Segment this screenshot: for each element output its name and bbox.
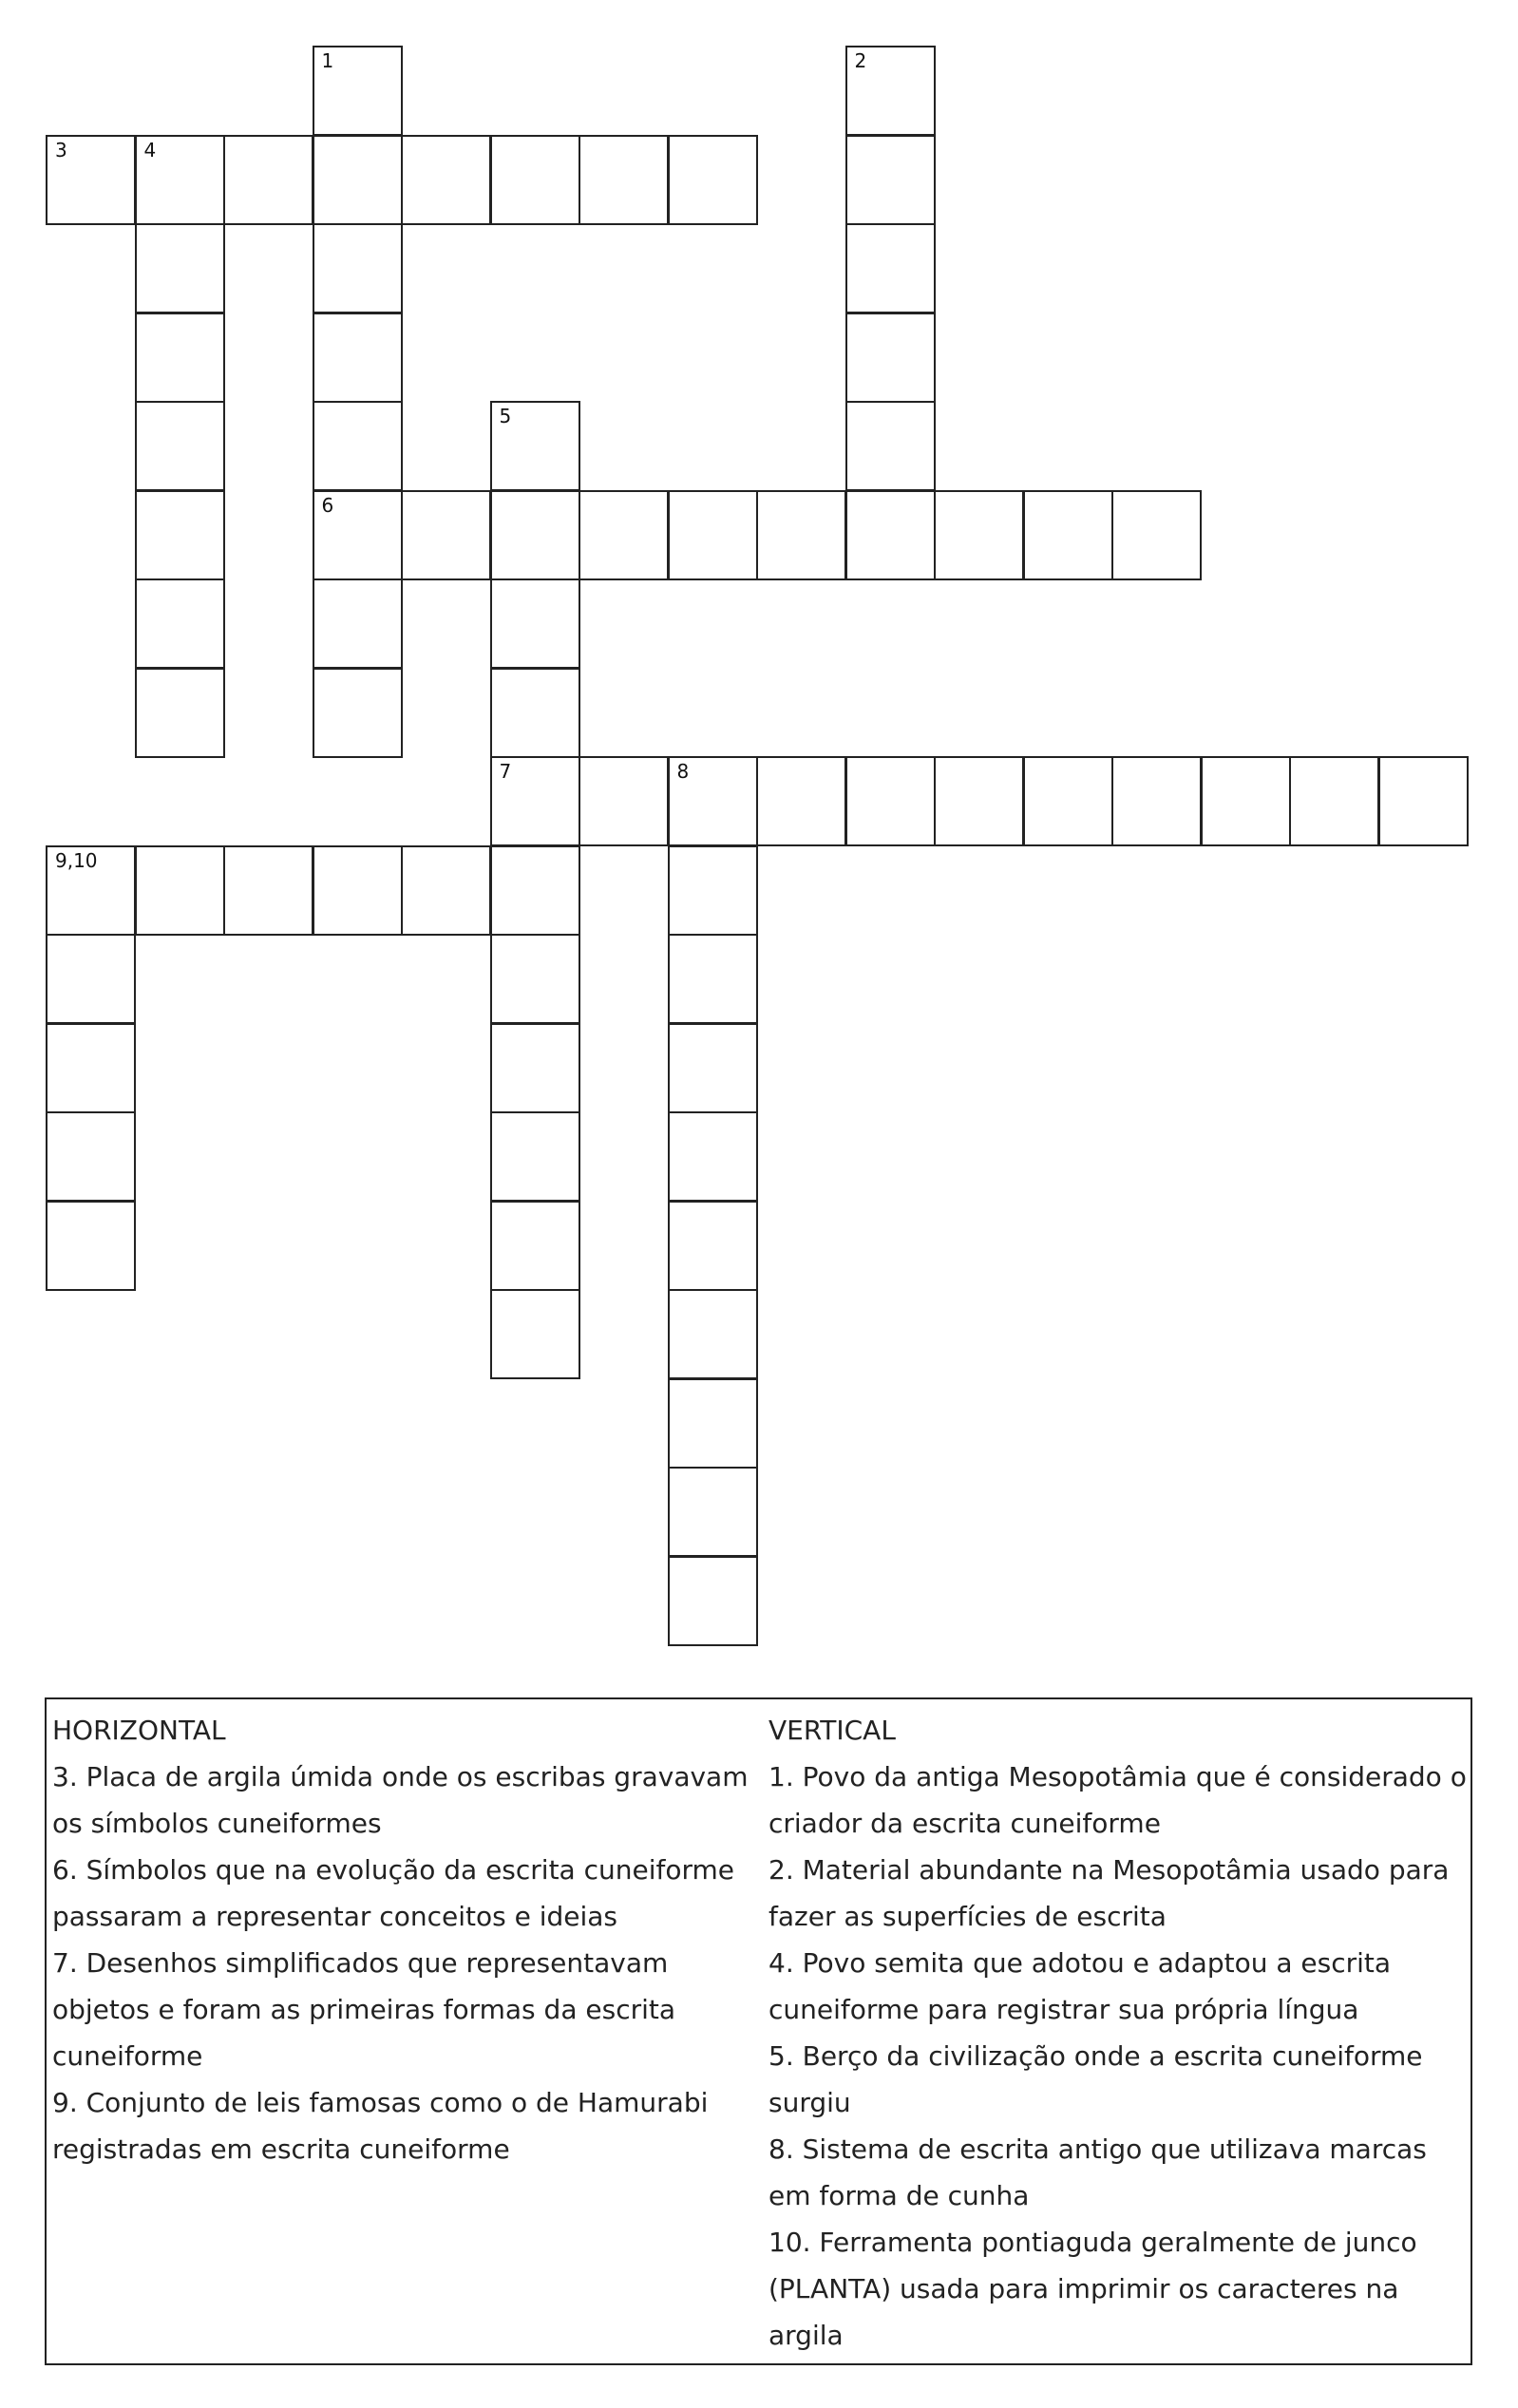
grid-cell[interactable] <box>46 1023 136 1113</box>
grid-cell[interactable] <box>668 1289 758 1379</box>
grid-cell[interactable] <box>313 490 403 580</box>
clue-horizontal: 7. Desenhos simplificados que representavam objetos e foram as primeiras formas da escrita cuneiforme <box>52 1947 676 2072</box>
clue-number: 6 <box>321 493 334 517</box>
grid-cell[interactable] <box>135 578 225 669</box>
grid-cell[interactable] <box>490 578 580 669</box>
grid-cell[interactable] <box>1378 756 1469 846</box>
grid-cell[interactable] <box>668 756 758 846</box>
grid-cell[interactable] <box>668 490 758 580</box>
grid-cell[interactable] <box>135 668 225 758</box>
grid-cell[interactable] <box>845 490 936 580</box>
clue-vertical: 8. Sistema de escrita antigo que utilizava marcas em forma de cunha <box>768 2133 1427 2211</box>
grid-cell[interactable] <box>313 135 403 225</box>
grid-cell[interactable] <box>135 490 225 580</box>
clues-box <box>45 1697 1472 2365</box>
grid-cell[interactable] <box>135 401 225 491</box>
grid-cell[interactable] <box>668 1467 758 1557</box>
grid-cell[interactable] <box>490 845 580 936</box>
grid-cell[interactable] <box>223 135 313 225</box>
grid-cell[interactable] <box>135 223 225 313</box>
grid-cell[interactable] <box>845 756 936 846</box>
clue-horizontal: 3. Placa de argila úmida onde os escribas gravavam os símbolos cuneiformes <box>52 1761 749 1839</box>
grid-cell[interactable] <box>1201 756 1291 846</box>
grid-cell[interactable] <box>401 490 491 580</box>
clue-vertical: 5. Berço da civilização onde a escrita cuneiforme surgiu <box>768 2040 1423 2118</box>
clue-number: 3 <box>55 138 67 161</box>
grid-cell[interactable] <box>490 1111 580 1202</box>
grid-cell[interactable] <box>313 578 403 669</box>
clue-number: 9,10 <box>55 848 98 872</box>
grid-cell[interactable] <box>46 845 136 936</box>
clue-horizontal: 6. Símbolos que na evolução da escrita cuneiforme passaram a representar conceitos e ideias <box>52 1854 735 1932</box>
grid-cell[interactable] <box>845 401 936 491</box>
clue-vertical: 2. Material abundante na Mesopotâmia usado para fazer as superfícies de escrita <box>768 1854 1450 1932</box>
grid-cell[interactable] <box>46 934 136 1024</box>
grid-cell[interactable] <box>490 135 580 225</box>
grid-cell[interactable] <box>668 934 758 1024</box>
grid-cell[interactable] <box>490 401 580 491</box>
horizontal-heading: HORIZONTAL <box>52 1715 226 1746</box>
clue-number: 1 <box>321 49 334 72</box>
grid-cell[interactable] <box>845 223 936 313</box>
grid-cell[interactable] <box>668 1201 758 1291</box>
grid-cell[interactable] <box>313 668 403 758</box>
grid-cell[interactable] <box>223 845 313 936</box>
grid-cell[interactable] <box>313 401 403 491</box>
grid-cell[interactable] <box>1111 756 1202 846</box>
grid-cell[interactable] <box>845 135 936 225</box>
grid-cell[interactable] <box>1023 490 1113 580</box>
clue-horizontal: 9. Conjunto de leis famosas como o de Hamurabi registradas em escrita cuneiforme <box>52 2087 709 2165</box>
grid-cell[interactable] <box>490 756 580 846</box>
grid-cell[interactable] <box>668 135 758 225</box>
grid-cell[interactable] <box>135 313 225 403</box>
clue-number: 2 <box>854 49 867 72</box>
grid-cell[interactable] <box>313 313 403 403</box>
grid-cell[interactable] <box>313 845 403 936</box>
grid-cell[interactable] <box>668 1378 758 1469</box>
grid-cell[interactable] <box>490 1023 580 1113</box>
clue-number: 7 <box>499 760 512 783</box>
clue-number: 8 <box>676 760 690 783</box>
clue-vertical: 10. Ferramenta pontiaguda geralmente de junco (PLANTA) usada para imprimir os caracteres na argila <box>768 2227 1417 2351</box>
grid-cell[interactable] <box>934 756 1024 846</box>
grid-cell[interactable] <box>490 490 580 580</box>
grid-cell[interactable] <box>1111 490 1202 580</box>
grid-cell[interactable] <box>668 845 758 936</box>
vertical-heading: VERTICAL <box>768 1715 896 1746</box>
grid-cell[interactable] <box>668 1111 758 1202</box>
grid-cell[interactable] <box>46 135 136 225</box>
grid-cell[interactable] <box>46 1201 136 1291</box>
grid-cell[interactable] <box>313 223 403 313</box>
grid-cell[interactable] <box>668 1556 758 1646</box>
grid-cell[interactable] <box>490 1201 580 1291</box>
grid-cell[interactable] <box>668 1023 758 1113</box>
vertical-clues <box>768 1707 1471 2359</box>
grid-cell[interactable] <box>1023 756 1113 846</box>
grid-cell[interactable] <box>135 845 225 936</box>
grid-cell[interactable] <box>579 490 669 580</box>
grid-cell[interactable] <box>401 845 491 936</box>
grid-cell[interactable] <box>579 756 669 846</box>
clue-number: 5 <box>499 405 512 427</box>
grid-cell[interactable] <box>845 313 936 403</box>
grid-cell[interactable] <box>845 46 936 136</box>
grid-cell[interactable] <box>756 490 846 580</box>
grid-cell[interactable] <box>135 135 225 225</box>
grid-cell[interactable] <box>579 135 669 225</box>
clue-vertical: 4. Povo semita que adotou e adaptou a escrita cuneiforme para registrar sua própria língua <box>768 1947 1392 2025</box>
grid-cell[interactable] <box>490 668 580 758</box>
grid-cell[interactable] <box>313 46 403 136</box>
grid-cell[interactable] <box>401 135 491 225</box>
clue-number: 4 <box>143 138 157 161</box>
clue-vertical: 1. Povo da antiga Mesopotâmia que é considerado o criador da escrita cuneiforme <box>768 1761 1467 1839</box>
grid-cell[interactable] <box>490 934 580 1024</box>
grid-cell[interactable] <box>46 1111 136 1202</box>
grid-cell[interactable] <box>490 1289 580 1379</box>
grid-cell[interactable] <box>756 756 846 846</box>
grid-cell[interactable] <box>934 490 1024 580</box>
grid-cell[interactable] <box>1289 756 1379 846</box>
horizontal-clues <box>52 1707 755 2172</box>
